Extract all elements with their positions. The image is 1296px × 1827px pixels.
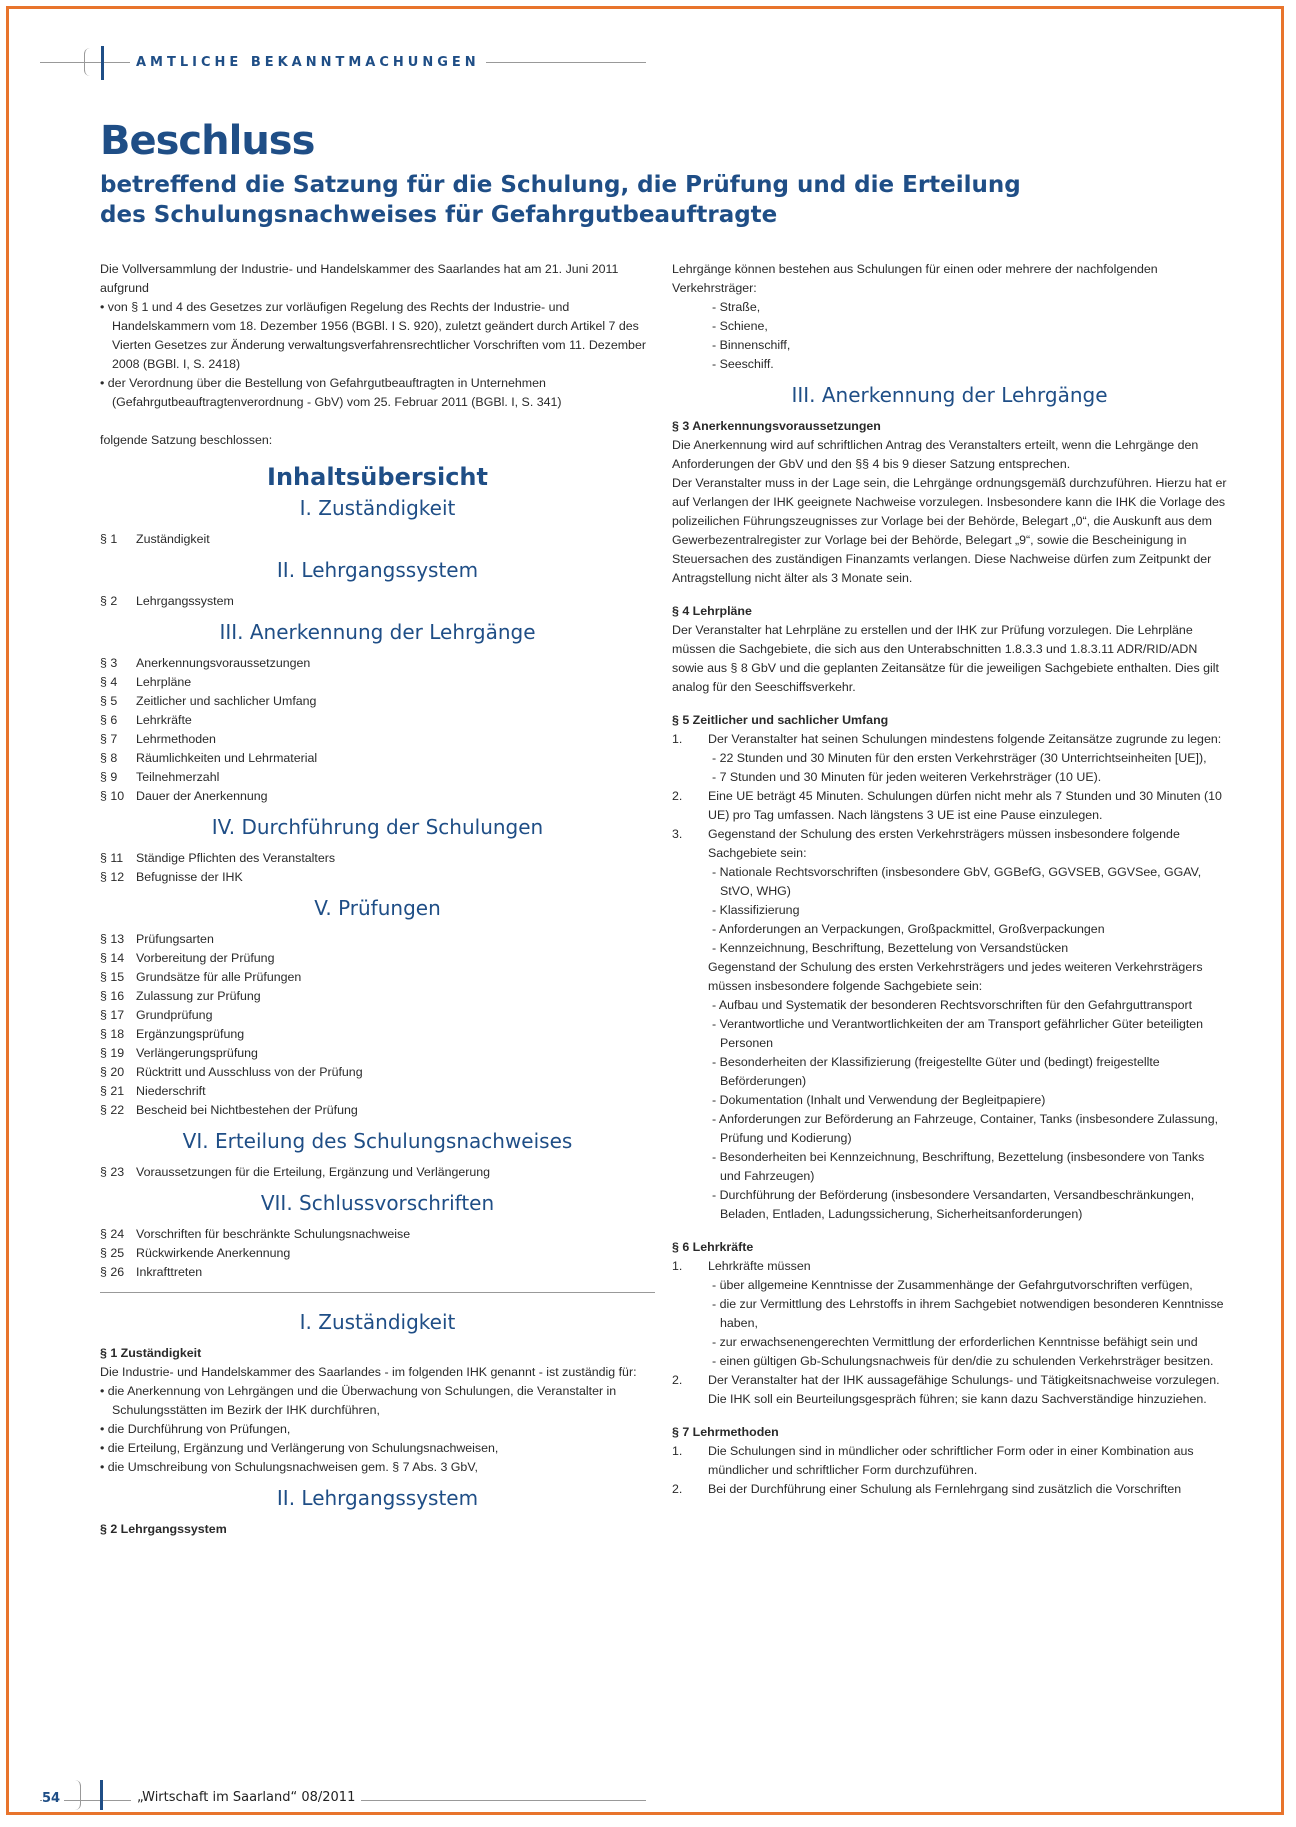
- sub-item: - zur erwachsenengerechten Vermittlung der erforderlichen Kenntnisse befähigt sein und: [712, 1335, 1198, 1349]
- toc-entry: [100, 849, 655, 868]
- toc-entry: [100, 1244, 655, 1263]
- toc-entry-label: Befugnisse der IHK: [136, 870, 243, 884]
- table-of-contents: [100, 496, 655, 1282]
- toc-entry-number: § 19: [100, 1046, 125, 1060]
- intro-bullet-2: • der Verordnung über die Bestellung von Gefahrgutbeauftragten in Unternehmen (Gefahrgutbeauftragtenverordnung - GbV) vom 25. Februar 2011 (BGBl. I, S. 341): [100, 376, 562, 409]
- item-number: 2.: [672, 1482, 683, 1496]
- toc-entry: [100, 868, 655, 887]
- toc-entry-label: Ständige Pflichten des Veranstalters: [136, 851, 336, 865]
- sub-item: - über allgemeine Kenntnisse der Zusammenhänge der Gefahrgutvorschriften verfügen,: [712, 1278, 1193, 1292]
- toc-entry-number: § 2: [100, 594, 118, 608]
- toc-entry: [100, 987, 655, 1006]
- sub-item: - die zur Vermittlung des Lehrstoffs in ihrem Sachgebiet notwendigen besonderen Kenntnisse haben,: [712, 1297, 1224, 1330]
- left-column: [100, 260, 655, 1539]
- paragraph-4-title: § 4 Lehrpläne: [672, 604, 752, 618]
- toc-entry-number: § 23: [100, 1165, 125, 1179]
- sub-item: - Durchführung der Beförderung (insbesondere Versandarten, Versandbeschränkungen, Beladen, Entladen, Ladungssicherung, Sicherheitsanforderungen): [712, 1188, 1195, 1221]
- section-heading-1: I. Zuständigkeit: [299, 1310, 456, 1334]
- sub-item: - Dokumentation (Inhalt und Verwendung der Begleitpapiere): [712, 1093, 1046, 1107]
- toc-section-heading: IV. Durchführung der Schulungen: [211, 815, 544, 839]
- item-text: Gegenstand der Schulung des ersten Verkehrsträgers müssen insbesondere folgende Sachgebiete sein:: [708, 827, 1180, 860]
- toc-entry-number: § 24: [100, 1227, 125, 1241]
- sub-item: - Nationale Rechtsvorschriften (insbesondere GbV, GGBefG, GGVSEB, GGVSee, GGAV, StVO, WHG): [712, 865, 1202, 898]
- toc-entry-label: Voraussetzungen für die Erteilung, Ergänzung und Verlängerung: [136, 1165, 491, 1179]
- item-text: Eine UE beträgt 45 Minuten. Schulungen dürfen nicht mehr als 7 Stunden und 30 Minuten (10 UE) pro Tag umfassen. Nach längstens 3 UE ist eine Pause einzulegen.: [708, 789, 1222, 822]
- sub-item: - Besonderheiten bei Kennzeichnung, Beschriftung, Bezettelung (insbesondere von Tanks und Fahrzeugen): [712, 1150, 1205, 1183]
- toc-section-heading: V. Prüfungen: [314, 896, 441, 920]
- item-number: 2.: [672, 1373, 683, 1387]
- section-divider: [100, 1292, 655, 1293]
- toc-entry-label: Rückwirkende Anerkennung: [136, 1246, 291, 1260]
- toc-entry: [100, 692, 655, 711]
- header-accent-bar: [101, 46, 104, 80]
- toc-entry-number: § 3: [100, 656, 118, 670]
- toc-entry-label: Zeitlicher und sachlicher Umfang: [136, 694, 317, 708]
- sub-item: - 22 Stunden und 30 Minuten für den ersten Verkehrsträger (30 Unterrichtseinheiten [UE]),: [712, 751, 1207, 765]
- toc-entry: [100, 930, 655, 949]
- paragraph-1-text: Die Industrie- und Handelskammer des Saarlandes - im folgenden IHK genannt - ist zuständig für:: [100, 1365, 637, 1379]
- item-number: 2.: [672, 789, 683, 803]
- toc-entry-label: Zuständigkeit: [136, 532, 210, 546]
- toc-entry: [100, 1044, 655, 1063]
- toc-entry: [100, 654, 655, 673]
- toc-entry-label: Bescheid bei Nichtbestehen der Prüfung: [136, 1103, 358, 1117]
- p1-bullet: • die Durchführung von Prüfungen,: [100, 1422, 291, 1436]
- toc-section-heading: II. Lehrgangssystem: [276, 558, 479, 582]
- item-text: Der Veranstalter hat seinen Schulungen mindestens folgende Zeitansätze zugrunde zu legen:: [708, 732, 1222, 746]
- toc-entry-label: Rücktritt und Ausschluss von der Prüfung: [136, 1065, 363, 1079]
- sub-item: - Verantwortliche und Verantwortlichkeiten der am Transport gefährlicher Güter beteiligten Personen: [712, 1017, 1204, 1050]
- toc-entry-number: § 13: [100, 932, 125, 946]
- intro-end: folgende Satzung beschlossen:: [100, 433, 273, 447]
- item-number: 3.: [672, 827, 683, 841]
- toc-entry: [100, 530, 655, 549]
- publication-name: „Wirtschaft im Saarland“ 08/2011: [131, 1790, 361, 1805]
- toc-entry-number: § 11: [100, 851, 124, 865]
- footer-brace: [70, 1780, 81, 1810]
- toc-entry-label: Lehrgangssystem: [136, 594, 234, 608]
- toc-entry: [100, 1006, 655, 1025]
- item-number: 1.: [672, 1259, 683, 1273]
- numbered-item: [672, 730, 1227, 749]
- toc-entry: [100, 787, 655, 806]
- section-heading-2: II. Lehrgangssystem: [276, 1486, 479, 1510]
- sub-item: - 7 Stunden und 30 Minuten für jeden weiteren Verkehrsträger (10 UE).: [712, 770, 1102, 784]
- toc-entry-number: § 26: [100, 1265, 125, 1279]
- toc-entry-number: § 21: [100, 1084, 125, 1098]
- toc-entry-label: Anerkennungsvoraussetzungen: [136, 656, 311, 670]
- paragraph-7-title: § 7 Lehrmethoden: [672, 1425, 779, 1439]
- toc-entry-label: Vorbereitung der Prüfung: [136, 951, 275, 965]
- toc-entry-number: § 4: [100, 675, 118, 689]
- paragraph-4-text: Der Veranstalter hat Lehrpläne zu erstellen und der IHK zur Prüfung vorzulegen. Die Lehrpläne müssen die Sachgebiete, die sich aus den Unterabschnitten 1.8.3.3 und 1.8.3.11 ADR/RID/ADN sowie aus § 8 GbV und die geplanten Zeitansätze für die jeweiligen Sachgebiete enthalten. Dies gilt analog für den Seeschiffsverkehr.: [672, 623, 1219, 694]
- toc-entry-label: Grundsätze für alle Prüfungen: [136, 970, 302, 984]
- page-number: 54: [42, 1791, 64, 1806]
- toc-entry-label: Ergänzungsprüfung: [136, 1027, 245, 1041]
- toc-entry: [100, 1263, 655, 1282]
- page-title: Beschluss: [100, 118, 315, 164]
- toc-entry-number: § 22: [100, 1103, 125, 1117]
- toc-entry: [100, 749, 655, 768]
- numbered-item: [672, 1371, 1227, 1409]
- toc-entry-number: § 16: [100, 989, 125, 1003]
- intro-text: Die Vollversammlung der Industrie- und Handelskammer des Saarlandes hat am 21. Juni 2011 aufgrund: [100, 262, 619, 295]
- numbered-item: [672, 825, 1227, 863]
- footer-accent-bar: [100, 1780, 103, 1810]
- toc-entry-label: Prüfungsarten: [136, 932, 214, 946]
- toc-entry-number: § 14: [100, 951, 125, 965]
- section-label: AMTLICHE BEKANNTMACHUNGEN: [130, 55, 486, 70]
- numbered-item: [672, 1442, 1227, 1480]
- toc-entry-number: § 9: [100, 770, 118, 784]
- paragraph-5-title: § 5 Zeitlicher und sachlicher Umfang: [672, 713, 889, 727]
- toc-entry-label: Teilnehmerzahl: [136, 770, 220, 784]
- carrier-item: - Seeschiff.: [712, 357, 774, 371]
- toc-entry-label: Lehrpläne: [136, 675, 192, 689]
- toc-entry: [100, 1101, 655, 1120]
- page-subtitle: [100, 170, 1200, 230]
- toc-entry-label: Dauer der Anerkennung: [136, 789, 268, 803]
- p1-bullet: • die Anerkennung von Lehrgängen und die Überwachung von Schulungen, die Veranstalter in Schulungsstätten im Bezirk der IHK durchführen,: [100, 1384, 617, 1417]
- paragraph-3-text-2: Der Veranstalter muss in der Lage sein, die Lehrgänge ordnungsgemäß durchzuführen. Hierzu hat er auf Verlangen der IHK geeignete Nachweise vorzulegen. Insbesondere kann die IHK die Vorlage des polizeilichen Führungszeugnisses zur Vorlage bei der Behörde, Belegart „0“, die Auskunft aus dem Gewerbezentralregister zur Vorlage bei der Behörde, Belegart „9“, sowie die Bescheinigung in Steuersachen des zuständigen Finanzamts verlangen. Diese Nachweise dürfen zum Zeitpunkt der Antragstellung nicht älter als 3 Monate sein.: [672, 476, 1227, 585]
- toc-entry-number: § 5: [100, 694, 118, 708]
- toc-entry-number: § 25: [100, 1246, 125, 1260]
- toc-entry-label: Niederschrift: [136, 1084, 206, 1098]
- item-text: Die Schulungen sind in mündlicher oder schriftlicher Form oder in einer Kombination aus mündlicher und schriftlicher Form durchzuführen.: [708, 1444, 1194, 1477]
- toc-entry: [100, 968, 655, 987]
- toc-entry: [100, 1225, 655, 1244]
- toc-entry-label: Zulassung zur Prüfung: [136, 989, 261, 1003]
- toc-entry-number: § 7: [100, 732, 118, 746]
- item-text: Der Veranstalter hat der IHK aussagefähige Schulungs- und Tätigkeitsnachweise vorzulegen. Die IHK soll ein Beurteilungsgespräch führen; sie kann dazu Sachverständige hinzuziehen.: [708, 1373, 1220, 1406]
- sub-item: - einen gültigen Gb-Schulungsnachweis für den/die zu schulenden Verkehrsträger besitzen.: [712, 1354, 1214, 1368]
- paragraph-6-title: § 6 Lehrkräfte: [672, 1240, 754, 1254]
- numbered-item: [672, 1480, 1227, 1499]
- carrier-item: - Straße,: [712, 300, 761, 314]
- intro-bullet-1: • von § 1 und 4 des Gesetzes zur vorläufigen Regelung des Rechts der Industrie- und Handelskammern vom 18. Dezember 1956 (BGBl. I S. 920), zuletzt geändert durch Artikel 7 des Vierten Gesetzes zur Änderung verwaltungsverfahrensrechtlicher Vorschriften vom 11. Dezember 2008 (BGBl. I, S. 2418): [100, 300, 646, 371]
- section-heading-3: III. Anerkennung der Lehrgänge: [791, 383, 1108, 407]
- item-number: 1.: [672, 1444, 683, 1458]
- right-column: [672, 260, 1227, 1499]
- toc-entry-number: § 18: [100, 1027, 125, 1041]
- header-brace: [84, 48, 97, 76]
- toc-entry: [100, 1163, 655, 1182]
- toc-title: Inhaltsübersicht: [267, 463, 488, 491]
- subtitle-line-2: des Schulungsnachweises für Gefahrgutbeauftragte: [100, 202, 778, 228]
- paragraph-3-text-1: Die Anerkennung wird auf schriftlichen Antrag des Veranstalters erteilt, wenn die Lehrgänge den Anforderungen der GbV und den §§ 4 bis 9 dieser Satzung entsprechen.: [672, 438, 1199, 471]
- item-text: Bei der Durchführung einer Schulung als Fernlehrgang sind zusätzlich die Vorschriften: [708, 1482, 1182, 1496]
- toc-entry-number: § 15: [100, 970, 125, 984]
- carrier-item: - Schiene,: [712, 319, 768, 333]
- toc-entry-label: Lehrkräfte: [136, 713, 192, 727]
- toc-entry-number: § 8: [100, 751, 118, 765]
- subtitle-line-1: betreffend die Satzung für die Schulung, die Prüfung und die Erteilung: [100, 172, 1021, 198]
- toc-entry: [100, 673, 655, 692]
- toc-section-heading: I. Zuständigkeit: [299, 496, 456, 520]
- sub-item: - Besonderheiten der Klassifizierung (freigestellte Güter und (bedingt) freigestellte Beförderungen): [712, 1055, 1160, 1088]
- sub-item: - Aufbau und Systematik der besonderen Rechtsvorschriften für den Gefahrguttransport: [712, 998, 1193, 1012]
- toc-section-heading: III. Anerkennung der Lehrgänge: [219, 620, 536, 644]
- paragraph-1-title: § 1 Zuständigkeit: [100, 1346, 202, 1360]
- toc-section-heading: VII. Schlussvorschriften: [260, 1191, 495, 1215]
- toc-entry-number: § 20: [100, 1065, 125, 1079]
- item-number: 1.: [672, 732, 683, 746]
- sub-item: - Klassifizierung: [712, 903, 800, 917]
- toc-entry-label: Vorschriften für beschränkte Schulungsnachweise: [136, 1227, 411, 1241]
- toc-entry: [100, 1025, 655, 1044]
- toc-entry: [100, 711, 655, 730]
- carrier-intro: Lehrgänge können bestehen aus Schulungen für einen oder mehrere der nachfolgenden Verkehrsträger:: [672, 262, 1158, 295]
- toc-entry-number: § 17: [100, 1008, 125, 1022]
- toc-entry-label: Räumlichkeiten und Lehrmaterial: [136, 751, 318, 765]
- p1-bullet: • die Umschreibung von Schulungsnachweisen gem. § 7 Abs. 3 GbV,: [100, 1460, 478, 1474]
- sub-item: - Anforderungen an Verpackungen, Großpackmittel, Großverpackungen: [712, 922, 1105, 936]
- toc-entry-number: § 10: [100, 789, 125, 803]
- numbered-item: [672, 1257, 1227, 1276]
- numbered-item: [672, 787, 1227, 825]
- toc-entry: [100, 592, 655, 611]
- toc-entry: [100, 949, 655, 968]
- toc-entry-label: Lehrmethoden: [136, 732, 216, 746]
- sub-item: - Kennzeichnung, Beschriftung, Bezettelung von Versandstücken: [712, 941, 1069, 955]
- paragraph-3-title: § 3 Anerkennungsvoraussetzungen: [672, 419, 881, 433]
- paragraph-2-title: § 2 Lehrgangssystem: [100, 1522, 227, 1536]
- toc-entry-number: § 6: [100, 713, 118, 727]
- toc-entry-label: Inkrafttreten: [136, 1265, 203, 1279]
- toc-section-heading: VI. Erteilung des Schulungsnachweises: [182, 1129, 573, 1153]
- sub-item: - Anforderungen zur Beförderung an Fahrzeuge, Container, Tanks (insbesondere Zulassung, Prüfung und Kodierung): [712, 1112, 1219, 1145]
- toc-entry: [100, 730, 655, 749]
- toc-entry-label: Verlängerungsprüfung: [136, 1046, 258, 1060]
- p1-bullet: • die Erteilung, Ergänzung und Verlängerung von Schulungsnachweisen,: [100, 1441, 499, 1455]
- toc-entry: [100, 1082, 655, 1101]
- item-text: Lehrkräfte müssen: [708, 1259, 811, 1273]
- sub-text: Gegenstand der Schulung des ersten Verkehrsträgers und jedes weiteren Verkehrsträgers müssen insbesondere folgende Sachgebiete sein:: [708, 960, 1203, 993]
- toc-entry-number: § 12: [100, 870, 125, 884]
- carrier-item: - Binnenschiff,: [712, 338, 791, 352]
- toc-entry: [100, 1063, 655, 1082]
- toc-entry-number: § 1: [100, 532, 118, 546]
- toc-entry-label: Grundprüfung: [136, 1008, 213, 1022]
- toc-entry: [100, 768, 655, 787]
